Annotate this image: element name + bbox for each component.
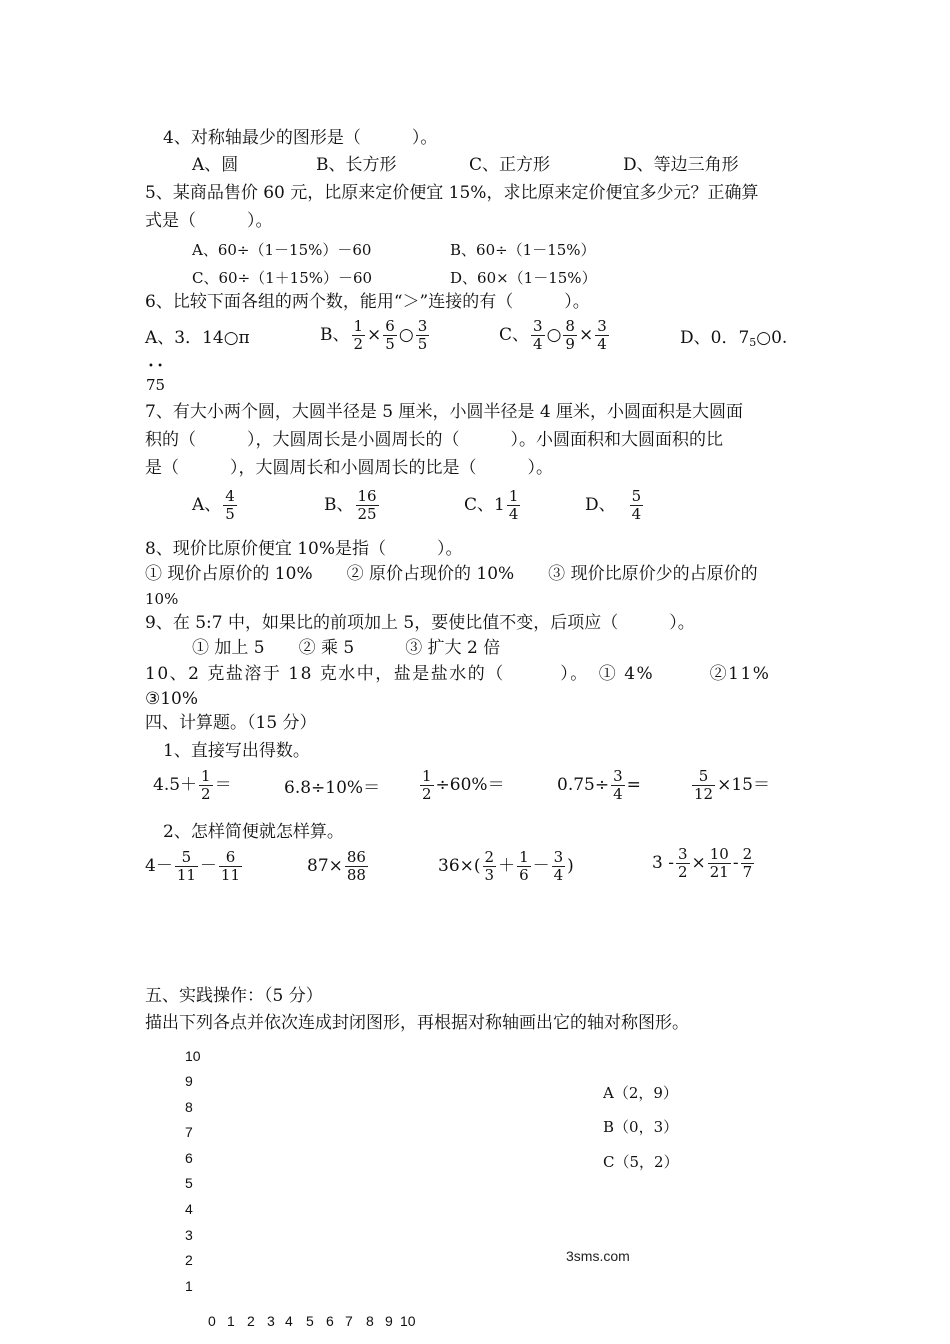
section4-sub2: 2、怎样简便就怎样算。	[163, 822, 344, 842]
x-tick-label: 6	[326, 1313, 334, 1329]
x-tick-label: 10	[400, 1313, 416, 1329]
point-c-label: C（5，2）	[603, 1153, 679, 1171]
q4-option-b: B、长方形	[316, 155, 397, 175]
x-tick-label: 4	[285, 1313, 293, 1329]
fraction: $\frac{1}{2}$	[201, 767, 211, 803]
watermark: 3sms.com	[566, 1248, 630, 1264]
q4-option-c: C、正方形	[469, 155, 551, 175]
q5-option-a: A、60÷（1－15%）－60	[192, 241, 372, 259]
q4-stem: 4、对称轴最少的图形是（ ）。	[163, 128, 438, 148]
fraction: $\frac{5}{12}$	[694, 767, 714, 803]
y-tick-label: 8	[185, 1099, 193, 1115]
x-tick-label: 2	[247, 1313, 255, 1329]
q6-option-d-wrap: 75	[146, 376, 166, 394]
q9-options: ① 加上 5 ② 乘 5 ③ 扩大 2 倍	[192, 638, 501, 658]
q7-option-c: C、1 $\frac{1}{4}$	[464, 487, 519, 523]
fraction: $\frac{2}{7}$	[742, 845, 753, 881]
fraction: $\frac{3}{4}$	[597, 317, 607, 353]
q7-line3: 是（ ），大圆周长和小圆周长的比是（ ）。	[145, 458, 553, 478]
fraction: $\frac{6}{11}$	[220, 848, 241, 884]
y-tick-label: 4	[185, 1201, 193, 1217]
y-tick-label: 9	[185, 1073, 193, 1089]
q6-option-c-label: C、	[499, 325, 530, 345]
point-a-label: A（2，9）	[603, 1084, 678, 1102]
q5-option-b: B、60÷（1－15%）	[450, 241, 596, 259]
q8-options-wrap: 10%	[145, 590, 179, 608]
y-tick-label: 7	[185, 1124, 193, 1140]
q6-option-b-label: B、	[320, 325, 350, 345]
y-tick-label: 3	[185, 1227, 193, 1243]
fraction: $\frac{5}{4}$	[631, 487, 642, 523]
q5-option-c: C、60÷（1＋15%）－60	[192, 269, 373, 287]
q5-stem-line1: 5、某商品售价 60 元，比原来定价便宜 15%，求比原来定价便宜多少元？正确算	[145, 183, 759, 203]
q8-stem: 8、现价比原价便宜 10%是指（ ）。	[145, 539, 463, 559]
q7-option-d: D、 $\frac{5}{4}$	[585, 487, 642, 523]
x-tick-label: 7	[345, 1313, 353, 1329]
fraction: $\frac{1}{6}$	[519, 848, 529, 884]
fraction: $\frac{86}{88}$	[346, 848, 366, 884]
fraction: $\frac{6}{5}$	[385, 317, 395, 353]
q5-stem-line2: 式是（ ）。	[145, 211, 273, 231]
fraction: $\frac{2}{3}$	[484, 848, 495, 884]
fraction: $\frac{16}{25}$	[357, 487, 377, 523]
q6-option-a: A、3．14○π	[145, 328, 250, 348]
calc-expr-3: $\frac{1}{2}$ ÷60%＝	[422, 767, 505, 803]
section5-instruction: 描出下列各点并依次连成封闭图形，再根据对称轴画出它的轴对称图形。	[145, 1013, 689, 1033]
x-tick-label: 0	[208, 1313, 216, 1329]
simplify-expr-2: 87× $\frac{86}{88}$	[307, 848, 366, 884]
y-tick-label: 2	[185, 1252, 193, 1268]
q7-line2: 积的（ ），大圆周长是小圆周长的（ ）。小圆面积和大圆面积的比	[145, 430, 723, 450]
calc-expr-2: 6.8÷10%＝	[284, 778, 381, 798]
q7-line1: 7、有大小两个圆，大圆半径是 5 厘米，小圆半径是 4 厘米，小圆面积是大圆面	[145, 402, 744, 422]
q5-option-d: D、60×（1－15%）	[450, 269, 597, 287]
fraction: $\frac{3}{2}$	[677, 845, 688, 881]
fraction: $\frac{1}{2}$	[353, 317, 364, 353]
x-tick-label: 3	[267, 1313, 275, 1329]
q7-option-a: A、 $\frac{4}{5}$	[192, 487, 235, 523]
fraction: $\frac{3}{4}$	[613, 767, 623, 803]
fraction: $\frac{3}{4}$	[553, 848, 564, 884]
q10-stem: 10、2 克盐溶于 18 克水中，盐是盐水的（ ）。 ① 4% ②11%	[145, 664, 771, 684]
q9-stem: 9、在 5:7 中，如果比的前项加上 5，要使比值不变，后项应（ ）。	[145, 613, 695, 633]
simplify-expr-1: 4－ $\frac{5}{11}$ － $\frac{6}{11}$	[145, 848, 241, 884]
repeating-dots: • •	[148, 361, 163, 372]
fraction: $\frac{1}{2}$	[422, 767, 432, 803]
x-tick-label: 1	[227, 1313, 235, 1329]
q6-option-d: D、0．75○0.	[680, 328, 788, 349]
section4-title: 四、计算题。（15 分）	[145, 713, 317, 733]
fraction: $\frac{10}{21}$	[709, 845, 729, 881]
y-tick-label: 5	[185, 1175, 193, 1191]
fraction: $\frac{4}{5}$	[225, 487, 235, 523]
fraction: $\frac{8}{9}$	[565, 317, 575, 353]
simplify-expr-4: 3 - $\frac{3}{2}$ × $\frac{10}{21}$ - $\frac{2}{7}$	[652, 845, 753, 881]
section5-title: 五、实践操作：（5 分）	[145, 986, 323, 1006]
q10-wrap: ③10%	[145, 689, 199, 709]
simplify-expr-3: 36×( $\frac{2}{3}$ ＋ $\frac{1}{6}$ － $\frac{3}{4}$ )	[438, 848, 574, 884]
fraction: $\frac{5}{11}$	[176, 848, 196, 884]
fraction: $\frac{3}{5}$	[417, 317, 428, 353]
q8-options: ① 现价占原价的 10% ② 原价占现价的 10% ③ 现价比原价少的占原价的	[145, 564, 758, 584]
q4-option-a: A、圆	[192, 155, 239, 175]
y-tick-label: 1	[185, 1278, 193, 1294]
fraction: $\frac{1}{4}$	[508, 487, 519, 523]
x-tick-label: 5	[306, 1313, 314, 1329]
x-tick-label: 8	[366, 1313, 374, 1329]
x-tick-label: 9	[385, 1313, 393, 1329]
q6-stem: 6、比较下面各组的两个数，能用“＞”连接的有（ ）。	[145, 292, 590, 312]
q6-option-c: C、 $\frac{3}{4}$ ○ $\frac{8}{9}$ × $\frac{3}{4}$	[499, 317, 607, 353]
calc-expr-4: 0.75÷ $\frac{3}{4}$ =	[557, 767, 641, 803]
fraction: $\frac{3}{4}$	[533, 317, 543, 353]
calc-expr-1: 4.5＋ $\frac{1}{2}$ ＝	[153, 767, 232, 803]
point-b-label: B（0，3）	[603, 1118, 679, 1136]
section4-sub1: 1、直接写出得数。	[163, 741, 310, 761]
q7-option-b: B、 $\frac{16}{25}$	[324, 487, 377, 523]
q4-option-d: D、等边三角形	[623, 155, 739, 175]
calc-expr-5: $\frac{5}{12}$ ×15＝	[694, 767, 770, 803]
y-tick-label: 6	[185, 1150, 193, 1166]
q6-option-b: B、 $\frac{1}{2}$ × $\frac{6}{5}$ ○ $\frac{3}{5}$	[320, 317, 428, 353]
y-tick-label: 10	[185, 1048, 201, 1064]
